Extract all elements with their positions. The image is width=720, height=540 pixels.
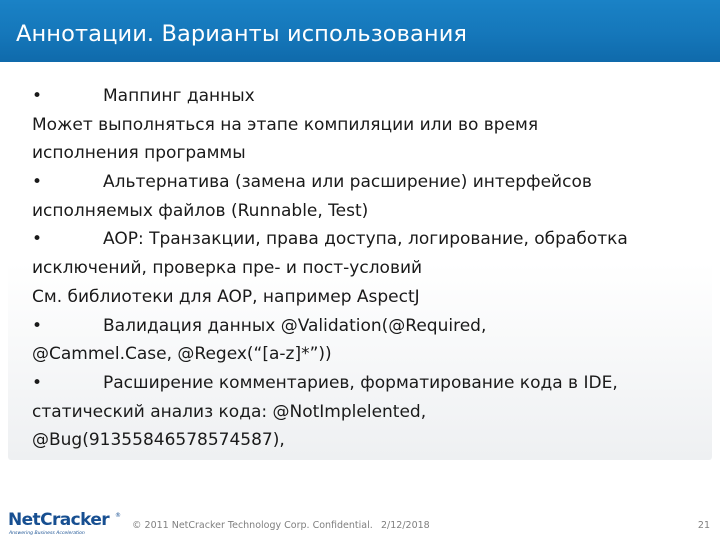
- line-text: @Bug(91355846578574587),: [32, 430, 285, 451]
- bullet-marker: •: [32, 315, 43, 336]
- text-line: [32, 254, 712, 283]
- footer-date: 2/12/2018: [381, 520, 430, 531]
- text-line: [32, 197, 712, 226]
- line-text: Маппинг данных: [103, 86, 255, 106]
- body-text: [32, 82, 712, 455]
- line-text: статический анализ кода: @NotImplelented,: [32, 401, 427, 422]
- bullet-item: [32, 369, 712, 398]
- text-line: [32, 426, 712, 455]
- bullet-marker: •: [32, 229, 43, 250]
- text-line: [32, 398, 712, 427]
- bullet-item: [32, 82, 712, 111]
- logo-wordmark-net: Net: [8, 510, 41, 530]
- footer-copyright: © 2011 NetCracker Technology Corp. Confidential.: [132, 520, 373, 531]
- bullet-item: [32, 225, 712, 254]
- registered-mark: ®: [115, 512, 121, 519]
- text-line: [32, 111, 712, 140]
- line-text: @Cammel.Case, @Regex(“[a-z]*”)): [32, 344, 332, 365]
- bullet-item: [32, 312, 712, 341]
- logo-tagline: Answering Business Acceleration: [9, 531, 85, 536]
- page-title: Аннотации. Варианты использования: [16, 21, 468, 47]
- netcracker-logo: [8, 511, 123, 538]
- line-text: исключений, проверка пре- и пост-условий: [32, 258, 423, 279]
- line-text: AOP: Транзакции, права доступа, логирование, обработка: [103, 229, 628, 250]
- text-line: [32, 340, 712, 369]
- line-text: исполнения программы: [32, 143, 246, 164]
- line-text: Может выполняться на этапе компиляции или во время: [32, 114, 539, 135]
- line-text: См. библиотеки для AOP, например AspectJ: [32, 286, 420, 307]
- line-text: Альтернатива (замена или расширение) интерфейсов: [103, 172, 592, 193]
- line-text: исполняемых файлов (Runnable, Test): [32, 200, 369, 221]
- line-text: Расширение комментариев, форматирование кода в IDE,: [103, 372, 618, 393]
- bullet-item: [32, 168, 712, 197]
- logo-wordmark: [8, 511, 109, 529]
- bullet-marker: •: [32, 172, 43, 193]
- bullet-marker: •: [32, 372, 43, 393]
- title-bar: [0, 0, 720, 62]
- page-number: 21: [697, 520, 710, 531]
- line-text: Валидация данных @Validation(@Required,: [103, 315, 487, 336]
- text-line: [32, 283, 712, 312]
- bullet-marker: •: [32, 86, 43, 106]
- logo-wordmark-cracker: Cracker: [40, 510, 110, 530]
- text-line: [32, 139, 712, 168]
